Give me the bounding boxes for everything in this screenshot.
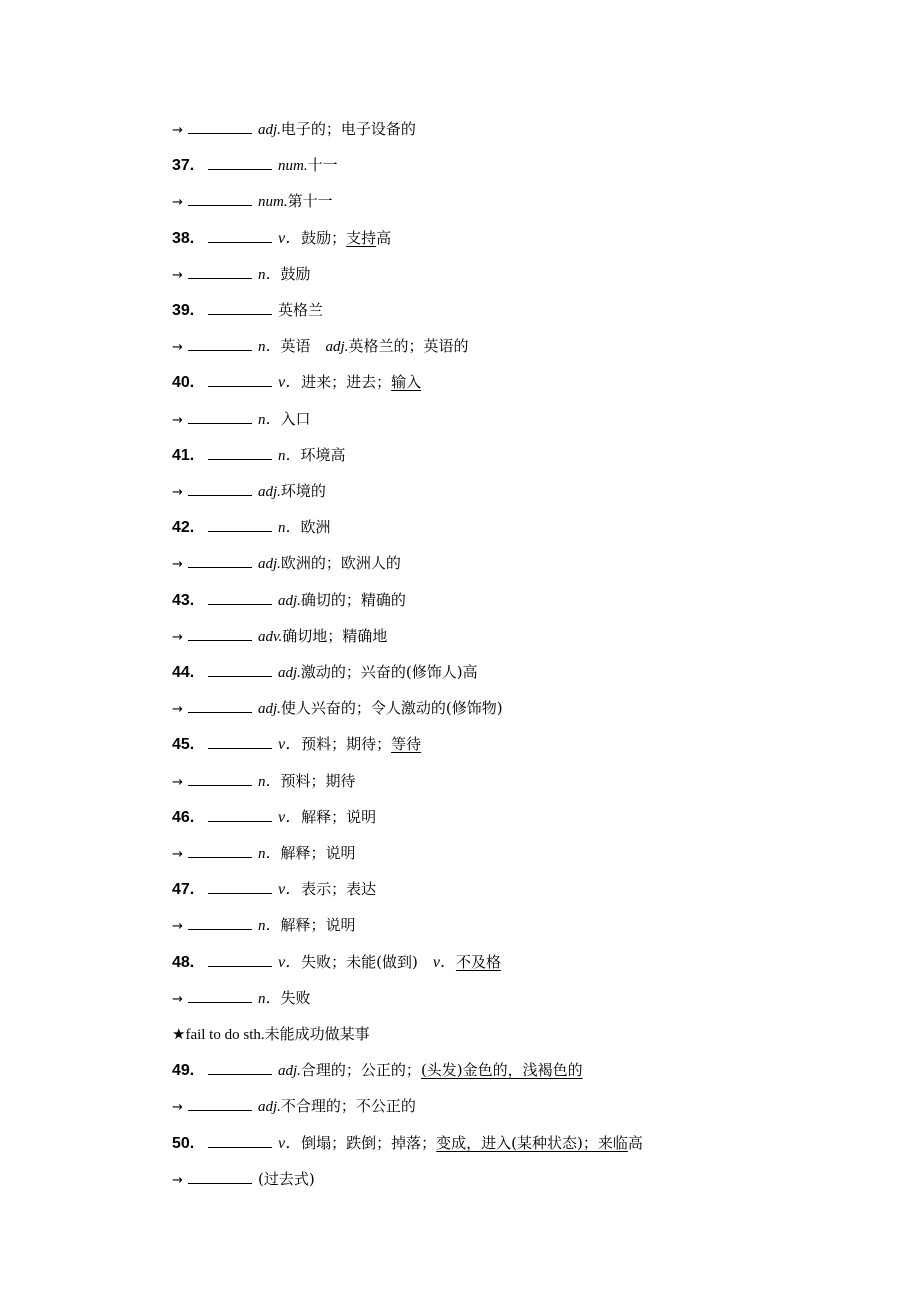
answer-blank[interactable]: [188, 1168, 252, 1184]
answer-blank[interactable]: [188, 335, 252, 351]
entry-line: [172, 733, 421, 755]
definition-underlined: 等待: [391, 735, 422, 753]
definition: 倒塌；跌倒；掉落；: [301, 1134, 437, 1152]
definition: 合理的；公正的；: [300, 1061, 421, 1079]
entry-line: [172, 516, 331, 538]
arrow-icon: →: [172, 702, 183, 717]
answer-blank[interactable]: [188, 914, 252, 930]
answer-blank[interactable]: [188, 987, 252, 1003]
arrow-icon: →: [172, 268, 183, 283]
answer-blank[interactable]: [208, 589, 272, 605]
answer-blank[interactable]: [188, 480, 252, 496]
entry-number: 41.: [172, 447, 195, 464]
definition: 使人兴奋的；令人激动的(修饰物): [280, 699, 503, 717]
part-of-speech: num.: [278, 158, 308, 174]
entry-number: 40.: [172, 374, 195, 391]
definition-tail: 高: [376, 229, 392, 247]
answer-blank[interactable]: [208, 951, 272, 967]
part-of-speech: n．: [258, 918, 281, 934]
part-of-speech: adj.: [258, 122, 281, 138]
entry-line: [172, 878, 376, 900]
definition: 预料；期待；: [301, 735, 392, 753]
definition: 欧洲: [300, 518, 331, 536]
definition-underlined: 支持: [346, 229, 377, 247]
derived-entry-line: [172, 697, 503, 719]
derived-entry-line: [172, 625, 387, 647]
definition: 英语: [280, 337, 326, 355]
answer-blank[interactable]: [188, 263, 252, 279]
part-of-speech: v．: [278, 954, 302, 971]
definition: 环境的: [280, 482, 326, 500]
answer-blank[interactable]: [208, 878, 272, 894]
definition: 表示；表达: [301, 880, 377, 898]
part-of-speech: v．: [278, 881, 302, 898]
answer-blank[interactable]: [188, 770, 252, 786]
entry-number: 44.: [172, 664, 195, 681]
definition-underlined: (头发)金色的，浅褐色的: [420, 1061, 583, 1079]
answer-blank[interactable]: [208, 299, 272, 315]
definition: 激动的；兴奋的(修饰人)高: [300, 663, 478, 681]
part-of-speech: adj.: [278, 665, 301, 681]
entry-line: [172, 951, 501, 973]
definition-2: 英格兰的；英语的: [348, 337, 469, 355]
arrow-icon: →: [172, 630, 183, 645]
definition: 不合理的；不公正的: [280, 1097, 416, 1115]
part-of-speech: adj.: [278, 1063, 301, 1079]
answer-blank[interactable]: [208, 444, 272, 460]
answer-blank[interactable]: [208, 227, 272, 243]
note-text: ★fail to do sth.未能成功做某事: [172, 1027, 370, 1043]
definition: 英格兰: [278, 301, 324, 319]
derived-entry-line: [172, 408, 311, 430]
entry-number: 42.: [172, 519, 195, 536]
part-of-speech: adj.: [258, 556, 281, 572]
answer-blank[interactable]: [208, 1059, 272, 1075]
answer-blank[interactable]: [188, 118, 252, 134]
entry-line: [172, 1132, 643, 1154]
derived-entry-line: [172, 118, 416, 140]
part-of-speech: n．: [258, 339, 281, 355]
part-of-speech: adj.: [278, 593, 301, 609]
arrow-icon: →: [172, 485, 183, 500]
entry-line: [172, 227, 391, 249]
arrow-icon: →: [172, 340, 183, 355]
entry-number: 37.: [172, 157, 195, 174]
entry-number: 50.: [172, 1135, 195, 1152]
entry-line: [172, 806, 376, 828]
part-of-speech: n．: [278, 520, 301, 536]
part-of-speech: v．: [278, 809, 302, 826]
derived-entry-line: [172, 263, 311, 285]
arrow-icon: →: [172, 195, 183, 210]
derived-entry-line: [172, 1168, 315, 1190]
entry-line: [172, 1059, 583, 1081]
entry-number: 46.: [172, 809, 195, 826]
answer-blank[interactable]: [208, 371, 272, 387]
definition: 解释；说明: [280, 844, 356, 862]
entry-line: [172, 371, 421, 393]
definition: 环境高: [300, 446, 346, 464]
entry-line: [172, 589, 406, 611]
definition: 鼓励；: [301, 229, 347, 247]
answer-blank[interactable]: [188, 625, 252, 641]
derived-entry-line: [172, 987, 311, 1009]
definition: 十一: [307, 156, 338, 174]
arrow-icon: →: [172, 919, 183, 934]
arrow-icon: →: [172, 123, 183, 138]
arrow-icon: →: [172, 775, 183, 790]
entry-number: 47.: [172, 881, 195, 898]
definition: 预料；期待: [280, 772, 356, 790]
definition: 确切地；精确地: [282, 627, 388, 645]
arrow-icon: →: [172, 413, 183, 428]
derived-entry-line: [172, 190, 333, 212]
derived-entry-line: [172, 914, 356, 936]
answer-blank[interactable]: [208, 516, 272, 532]
part-of-speech: adj.: [258, 701, 281, 717]
part-of-speech: v．: [278, 736, 302, 753]
arrow-icon: →: [172, 847, 183, 862]
answer-blank[interactable]: [208, 806, 272, 822]
part-of-speech: adj.: [258, 1099, 281, 1115]
answer-blank[interactable]: [208, 661, 272, 677]
definition: 入口: [280, 410, 311, 428]
definition-underlined: 变成，进入(某种状态)；来临: [436, 1134, 628, 1152]
definition: 第十一: [287, 192, 333, 210]
derived-entry-line: [172, 480, 326, 502]
part-of-speech: n．: [258, 991, 281, 1007]
part-of-speech: adj.: [258, 484, 281, 500]
arrow-icon: →: [172, 1100, 183, 1115]
note-line: [172, 1023, 370, 1045]
part-of-speech: adv.: [258, 629, 283, 645]
answer-blank[interactable]: [208, 733, 272, 749]
definition-2-underlined: 不及格: [455, 953, 501, 971]
answer-blank[interactable]: [188, 552, 252, 568]
definition-tail: 高: [627, 1134, 643, 1152]
arrow-icon: →: [172, 1173, 183, 1188]
entry-number: 49.: [172, 1062, 195, 1079]
definition: 解释；说明: [301, 808, 377, 826]
answer-blank[interactable]: [188, 842, 252, 858]
part-of-speech: v．: [278, 1135, 302, 1152]
entry-number: 43.: [172, 592, 195, 609]
definition: (过去式): [258, 1170, 315, 1188]
definition: 解释；说明: [280, 916, 356, 934]
part-of-speech: n．: [258, 267, 281, 283]
entry-number: 38.: [172, 230, 195, 247]
derived-entry-line: [172, 770, 356, 792]
entry-number: 48.: [172, 954, 195, 971]
definition: 鼓励: [280, 265, 311, 283]
derived-entry-line: [172, 1095, 416, 1117]
answer-blank[interactable]: [208, 1132, 272, 1148]
definition: 电子的；电子设备的: [280, 120, 416, 138]
arrow-icon: →: [172, 557, 183, 572]
part-of-speech: num.: [258, 194, 288, 210]
answer-blank[interactable]: [188, 1095, 252, 1111]
definition: 失败: [280, 989, 311, 1007]
part-of-speech: v．: [278, 230, 302, 247]
entry-line: [172, 661, 478, 683]
answer-blank[interactable]: [188, 697, 252, 713]
answer-blank[interactable]: [208, 154, 272, 170]
part-of-speech-2: adj.: [325, 339, 349, 355]
entry-number: 45.: [172, 736, 195, 753]
part-of-speech: n．: [278, 448, 301, 464]
entry-line: [172, 154, 338, 176]
definition: 失败；未能(做到): [301, 953, 433, 971]
part-of-speech: n．: [258, 412, 281, 428]
entry-line: [172, 444, 346, 466]
entry-number: 39.: [172, 302, 195, 319]
arrow-icon: →: [172, 992, 183, 1007]
definition: 确切的；精确的: [300, 591, 406, 609]
answer-blank[interactable]: [188, 408, 252, 424]
derived-entry-line: [172, 842, 356, 864]
part-of-speech: n．: [258, 774, 281, 790]
answer-blank[interactable]: [188, 190, 252, 206]
definition-underlined: 输入: [391, 373, 422, 391]
entry-line: [172, 299, 323, 321]
part-of-speech: v．: [278, 374, 302, 391]
derived-entry-line: [172, 552, 401, 574]
definition: 进来；进去；: [301, 373, 392, 391]
derived-entry-line: [172, 335, 468, 357]
part-of-speech: n．: [258, 846, 281, 862]
part-of-speech-2: v．: [432, 954, 456, 971]
definition: 欧洲的；欧洲人的: [280, 554, 401, 572]
